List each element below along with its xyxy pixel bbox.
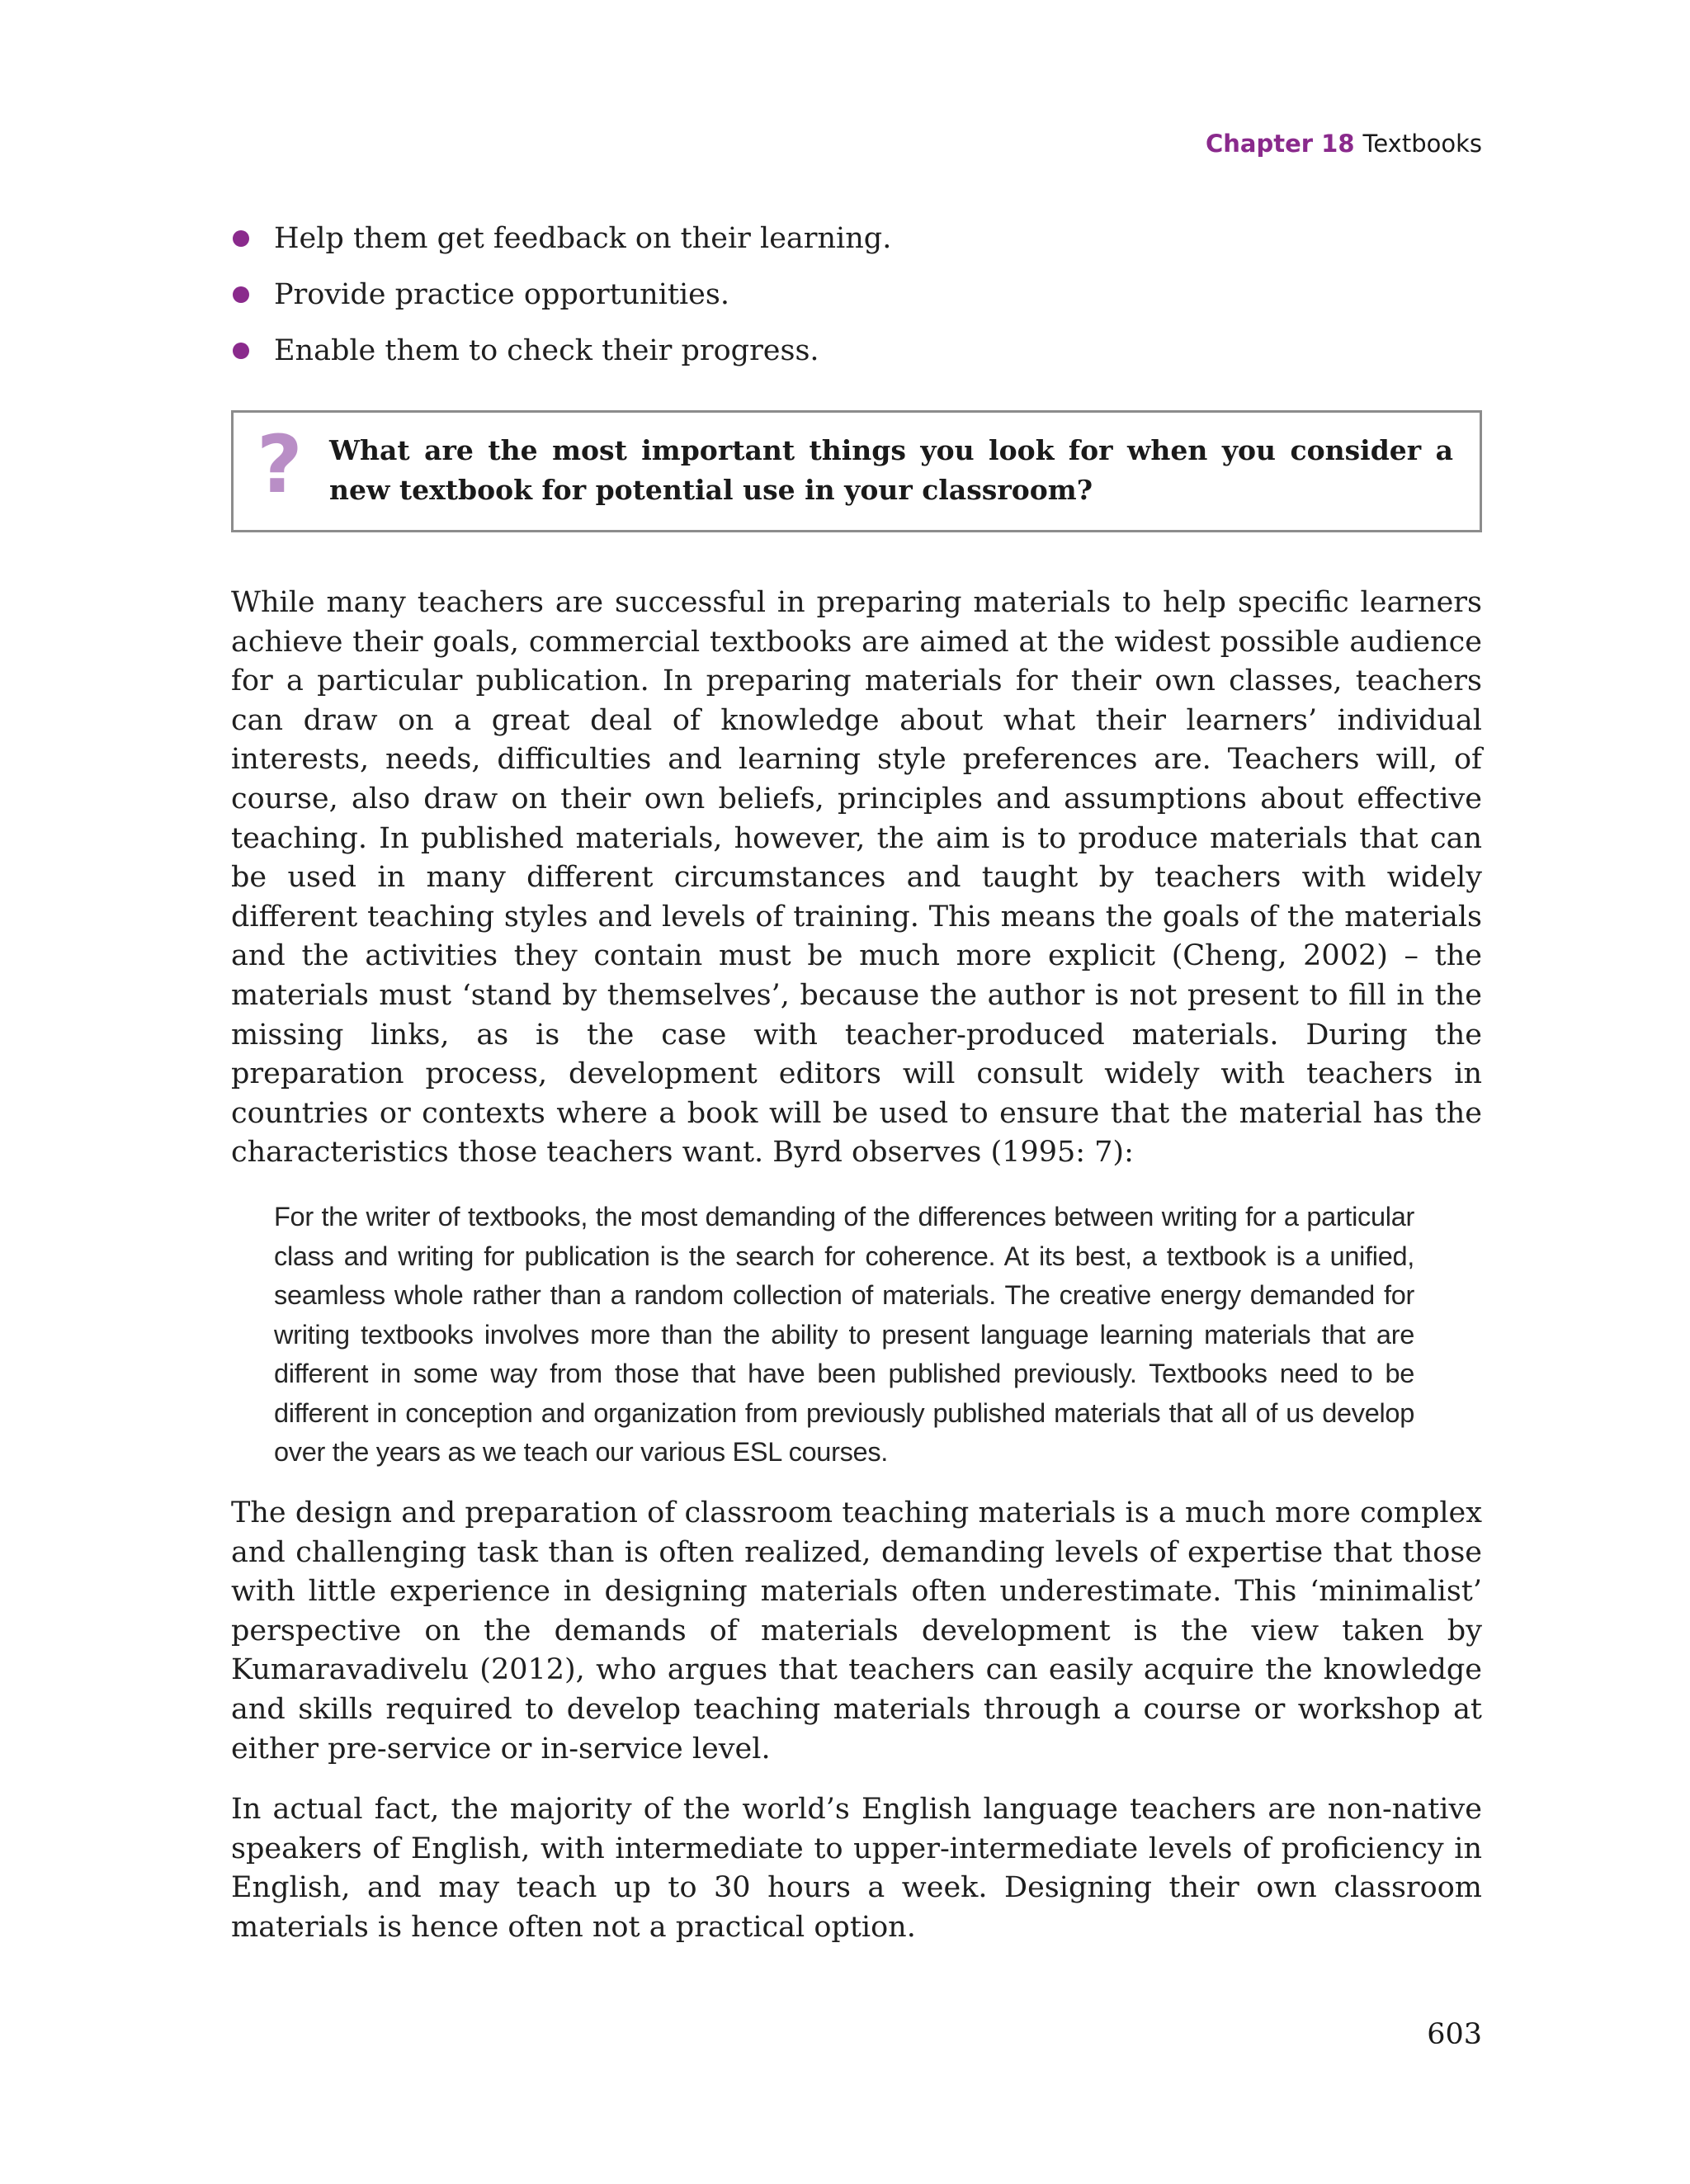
page-number: 603 <box>1427 2018 1482 2051</box>
bullet-icon <box>233 286 249 303</box>
list-item <box>231 210 1482 267</box>
bullet-icon <box>233 343 249 359</box>
bullet-list <box>231 210 1482 379</box>
running-head <box>1206 127 1482 160</box>
block-quote: For the writer of textbooks, the most demanding of the differences between writing for a particular class and writing for publication is the search for coherence. At its best, a textbook is a unified, seamless whole rather than a random collection of materials. The creative energy demanded for writing textbooks involves more than the ability to present language learning materials that are different in some way from those that have been published previously. Textbooks need to be different in conception and organization from previously published materials that all of us develop over the years as we teach our various ESL courses. <box>274 1201 1414 1468</box>
body-paragraph-1: While many teachers are successful in preparing materials to help specific learners achieve their goals, commercial textbooks are aimed at the widest possible audience for a particular publication. In preparing materials for their own classes, teachers can draw on a great deal of knowledge about what their learners’ individual interests, needs, difficulties and learning style preferences are. Teachers will, of course, also draw on their own beliefs, principles and assumptions about effective teaching. In published materials, however, the aim is to produce materials that can be used in many different circumstances and taught by teachers with widely different teaching styles and levels of training. This means the goals of the materials and the activities they contain must be much more explicit (Cheng, 2002) – the materials must ‘stand by themselves’, because the author is not present to fill in the missing links, as is the case with teacher-produced materials. During the preparation process, development editors will consult widely with teachers in countries or contexts where a book will be used to ensure that the material has the characteristics those teachers want. Byrd observes (1995: 7): <box>231 586 1482 1170</box>
list-item <box>231 323 1482 379</box>
list-item-text: Provide practice opportunities. <box>274 278 729 311</box>
question-mark-icon: ? <box>257 418 303 511</box>
list-item <box>231 267 1482 323</box>
chapter-label: Chapter 18 <box>1206 130 1355 158</box>
body-paragraph-2: The design and preparation of classroom teaching materials is a much more complex and challenging task than is often realized, demanding levels of expertise that those with little experience in designing materials often underestimate. This ‘minimalist’ perspective on the demands of materials development is the view taken by Kumaravadivelu (2012), who argues that teachers can easily acquire the knowledge and skills required to develop teaching materials through a course or workshop at either pre-service or in-service level. <box>231 1496 1482 1766</box>
list-item-text: Help them get feedback on their learning. <box>274 222 892 255</box>
body-paragraph-3: In actual fact, the majority of the world’s English language teachers are non-native speakers of English, with intermediate to upper-intermediate levels of proficiency in English, and may teach up to 30 hours a week. Designing their own classroom materials is hence often not a practical option. <box>231 1793 1482 1944</box>
chapter-title: Textbooks <box>1362 130 1482 158</box>
list-item-text: Enable them to check their progress. <box>274 334 819 367</box>
bullet-icon <box>233 230 249 247</box>
reflection-question-text: What are the most important things you look for when you consider a new textbook for potential use in your classroom? <box>329 434 1453 506</box>
page-content <box>231 210 1482 1948</box>
reflection-question-box <box>231 410 1482 532</box>
